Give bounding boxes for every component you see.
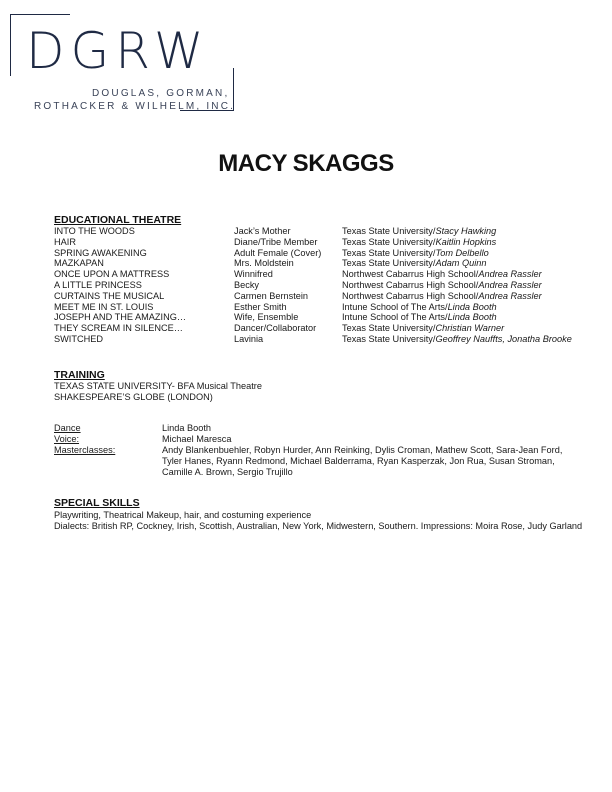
venue-director [342,237,496,248]
show-title: A LITTLE PRINCESS [54,279,142,290]
director: Andrea Rassler [478,290,542,301]
director: Kaitlin Hopkins [435,236,497,247]
role: Esther Smith [234,301,287,312]
skills-line-2: Dialects: British RP, Cockney, Irish, Scottish, Australian, New York, Midwestern, Southern. Impressions: Moira Rose, Judy Garland [54,521,583,531]
venue-director [342,291,542,302]
voice-value: Michael Maresca [162,434,232,444]
show-title: JOSEPH AND THE AMAZING… [54,312,187,323]
special-skills-heading: SPECIAL SKILLS [54,497,140,509]
show-title: THEY SCREAM IN SILENCE… [54,323,183,334]
director: Adam Quinn [435,258,487,269]
logo-line-1: DOUGLAS, GORMAN, [92,88,230,99]
role: Dancer/Collaborator [234,323,317,334]
performer-name: MACY SKAGGS [218,150,394,177]
venue-director [342,312,497,323]
dance-value: Linda Booth [162,423,212,433]
venue-director [342,302,497,313]
venue: Texas State University/ [342,247,436,258]
venue: Texas State University/ [342,258,436,269]
director: Andrea Rassler [478,279,542,290]
venue-director [342,248,489,259]
venue-director [342,323,504,334]
venue: Texas State University/ [342,236,436,247]
role: Becky [234,279,260,290]
venue: Texas State University/ [342,323,436,334]
role: Diane/Tribe Member [234,236,318,247]
masterclasses-value: Andy Blankenbuehler, Robyn Hurder, Ann Reinking, Dylis Croman, Mathew Scott, Sara-Jean Ford, Tyler Hanes, Ryann Redmond, Michael Balderrama, Ryan Kasperzak, Jon Rua, Susan Stroman, Camille A. Brown, Sergio Trujillo [162,445,563,477]
skills-line-1: Playwriting, Theatrical Makeup, hair, and costuming experience [54,510,312,520]
show-title: SWITCHED [54,333,103,344]
show-title: INTO THE WOODS [54,226,135,236]
role: Mrs. Moldstein [234,258,294,269]
role: Lavinia [234,333,264,344]
director: Tom Delbello [435,247,489,258]
show-title: MEET ME IN ST. LOUIS [54,301,154,312]
venue: Texas State University/ [342,333,436,344]
role: Carmen Bernstein [234,290,309,301]
show-title: ONCE UPON A MATTRESS [54,269,170,280]
venue: Texas State University/ [342,226,436,236]
venue: Northwest Cabarrus High School/ [342,269,479,280]
logo-line-2: ROTHACKER & WILHELM, INC. [34,101,236,112]
training-line-1: TEXAS STATE UNIVERSITY- BFA Musical Theatre [54,381,262,391]
role: Jack’s Mother [234,226,291,236]
director: Andrea Rassler [478,269,542,280]
director: Linda Booth [447,312,497,323]
show-title: SPRING AWAKENING [54,247,147,258]
dance-label: Dance [54,423,81,433]
venue: Northwest Cabarrus High School/ [342,290,479,301]
director: Christian Warner [435,323,505,334]
director: Geoffrey Nauffts, Jonatha Brooke [435,333,572,344]
director: Stacy Hawking [435,226,497,236]
director: Linda Booth [447,301,497,312]
voice-label: Voice: [54,434,80,444]
logo-letters: DGRW [26,22,210,80]
role: Adult Female (Cover) [234,247,322,258]
masterclasses-label: Masterclasses: [54,445,116,455]
venue: Northwest Cabarrus High School/ [342,279,479,290]
venue: Intune School of The Arts/ [342,301,448,312]
training-heading: TRAINING [54,369,105,381]
venue-director [342,269,542,280]
venue-director [342,258,487,269]
venue-director [342,226,496,237]
venue-director [342,334,572,345]
show-title: MAZKAPAN [54,258,104,269]
show-title: HAIR [54,236,76,247]
training-line-2: SHAKESPEARE’S GLOBE (LONDON) [54,392,213,402]
role: Winnifred [234,269,273,280]
role: Wife, Ensemble [234,312,299,323]
venue: Intune School of The Arts/ [342,312,448,323]
logo-frame-top [10,14,70,15]
show-title: CURTAINS THE MUSICAL [54,290,165,301]
educational-theatre-heading: EDUCATIONAL THEATRE [54,214,182,226]
venue-director [342,280,542,291]
logo-frame-left [10,14,11,76]
